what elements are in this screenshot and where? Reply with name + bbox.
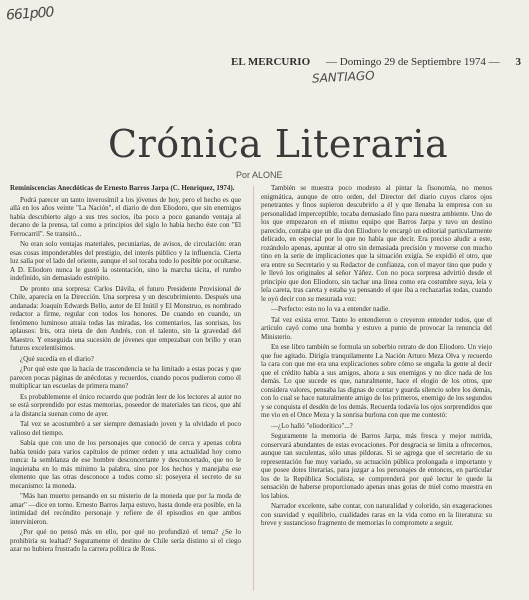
paragraph: ¿Por qué este que la hacía de trascendencia se ha limitado a estas pocas y que parecen pocas páginas de anécdotas y recuerdos, cuando pocos pudieron como él multiplicar tan escuelas de primera mano?	[10, 365, 241, 390]
handwritten-archive-code: 661p00	[5, 4, 54, 24]
paragraph: —Perfecto: esto no lo va a entender nadie.	[271, 305, 390, 313]
header-date: — Domingo 29 de Septiembre 1974 —	[326, 56, 500, 68]
handwritten-city: SANTIAGO	[311, 68, 375, 86]
paragraph: En ese libro también se formula un soberbio retrato de don Eliodoro. Un viejo que fue agitado. Dirigía tranquilamente La Nación Arturo Meza Olva y recuerdo la cara con que me era una explicaciones sobre cómo se engaña la gente al decir que el crédito había a sus amigos, ahora a sus enemigos y no dice nada de los demás. Lo que sucede es que, naturalmente, hace el elogio de los otros, que considera valores, pensaba las dignas de contar y guarda silencio sobre los demás, con lo cual se hace naturalmente amigo de los primeros, enemigo de los segundos y se conquista el desdén de los demás. Recuerda todavía los ojos sorprendidos que me vio en el Once Meza y la sonrisa burlona con que me contestó:	[261, 343, 492, 419]
newspaper-name: EL MERCURIO	[231, 56, 311, 68]
paragraph: Tal vez exista error. Tanto lo entendieron o creyeron entender todos, que el artículo cayó como una bomba y estuvo a punto de provocar la renuncia del Ministerio.	[261, 315, 492, 341]
paragraph: "Más han muerto pensando en su misterio de la moneda que por la moda de amar" —dice en torno. Ernesto Barros Jarpa estuvo, hasta donde era posible, en la intimidad del recóndito personaje y refiere de él episodios en que ambos intervinieron.	[10, 492, 241, 526]
paragraph: También se muestra poco modesto al pintar la fisonomía, no menos enigmática, aunque de otro orden, del Director del diario cuyos claros ojos penetrantes y finos supieron descubrirlo a él y que llenaba la empresa con su personalidad imperceptible, tocaba demasiado fino para nuestra ambiente. Uno de los que empezaron en el mismo equipo que Barros Jarpa y tuvo un destino parecido, contaba que un día don Eliodoro le encargó un editorial particularmente delicado, en especial por lo que no había que decir. Era preciso aludir a este, rozándolo apenas, apuntar al otro sin demasiada precisión y moverse con mucho tino en la serie de implicaciones que la situación exigía. Se expidió el otro, que era entre su Secretario y su Redactor de confianza, con el mayor tino que pudo y le llevó los originales al señor Yáñez. Con no poca sorpresa advirtió desde el principio que don Eliodoro, sin tachar una línea como era costumbre suya, leía y leía careta, tras careta y estaba ya pensando el que iba a rechazarlas todas, cuando le oyó decir con su mesurada voz:	[261, 184, 492, 303]
left-column	[10, 184, 241, 594]
paragraph: Sabía que con uno de los personajes que conoció de cerca y apenas cobra había tenido para varios capítulos de primer orden y una actualidad hoy como nunca: la semblanza de ese hombre desconcertante y desconcertado, que no le inquietaba en lo más mínimo la palabra, sino por los hechos y manejaba ese elemento que las otras desconoce a todos como sí: poseyera el secreto de su mecanismo: la moneda.	[10, 439, 241, 490]
paragraph: ¿Por qué no pensó más en ello, por qué no profundizó el tema? ¿Se lo prohibiría su lealtad? Seguramente el destino de Chile sería distinto si el ciego azar no hubiera frustrado la carrera política de Ross.	[10, 528, 241, 553]
paragraph: —¿Lo halló "eliodorítico"...?	[271, 421, 353, 430]
right-column	[261, 184, 492, 594]
book-reference: Reminiscencias Anecdóticas de Ernesto Barros Jarpa (C. Henríquez, 1974).	[10, 184, 235, 192]
paragraph: ¿Qué sucedía en el diario?	[20, 354, 94, 363]
paragraph: No eran solo ventajas materiales, pecuniarias, de avisos, de circulación: eran esas cosas imponderables del prestigio, del interés público y la influencia. Cierta luz salía por el lado del oriente, aunque el sol tocaba todo lo posible por ocultarse. A D. Eliodoro nunca le gustó la ostentación, sino la marcha tácita, el rumbo indefinido, sin demasiado estrépito.	[10, 240, 241, 282]
paragraph: Seguramente la memoria de Barros Jarpa, más fresca y mejor nutrida, conservará abundantes de estas evocaciones. Por desgracia se limita a ofrecernos, aunque tan suculentas, sólo unas pildoras. Si se agrega que el secretario de su representación fue muy variado, su actuación pública prolongada e importante y que posee dotes literarias, para juzgar a los personajes de entonces, en particular los de la República Socialista, se comprenderá por qué lectur le quede la sensación de haberse proporcionado apenas unas gotas de miel como muestra en los labios.	[261, 432, 492, 500]
article-title: Crónica Literaria	[108, 122, 449, 166]
column-divider	[253, 186, 254, 591]
page-header	[231, 56, 521, 68]
page-number: 3	[515, 56, 521, 68]
paragraph: Es probablemente el único recuerdo que podrán leer de los lectores al autor no se está sorprendido por estas memorias, poseedor de materiales tan ricos, que ahí a la distancia suenan como de ayer.	[10, 392, 241, 418]
paragraph: Narrador excelente, sabe contar, con naturalidad y colorido, sin exageraciones con suavidad y equilibrio, cualidades raras en la vida como en la literatura: su breve y sustancioso fragmento de memorias lo compromete a seguir.	[261, 502, 492, 527]
paragraph: Tal vez se acostumbró a ser siempre demasiado joven y la olvidado el poco valioso del tiempo.	[10, 420, 241, 437]
paragraph: De pronto una sorpresa: Carlos Dávila, el futuro Presidente Provisional de Chile, aparecía en la Dirección. Una sorpresa y un descubrimiento. Después una andanada: Joaquín Edwards Bello, autor de El Inútil y El Monstruo, es nombrado redactor a firme, regular con todos los honores. De cuando en cuando, un fenómeno luminoso atraía todas las miradas, los comentarios, las sonrisas, los aplausos: Iris, otra nieta de don Andrés, con el talento, sin la gravedad del Maestro. Y enseguida una sucesión de jóvenes que empezaban con brillo y eran futuros excelentísimos.	[10, 284, 241, 352]
article-byline: Por ALONE	[236, 170, 283, 180]
paragraph: Podrá parecer un tanto inverosímil a los jóvenes de hoy, pero el hecho es que allá en los años veinte "La Nación", el diario de don Eliodoro, que sin enemigos había descubierto algo a sus tres socios, iba poco a poco ganando ventaja al decano de la prensa, tal como a principios del siglo lo había hecho éste con "El Ferrocarril". Se transitó...	[10, 195, 241, 238]
